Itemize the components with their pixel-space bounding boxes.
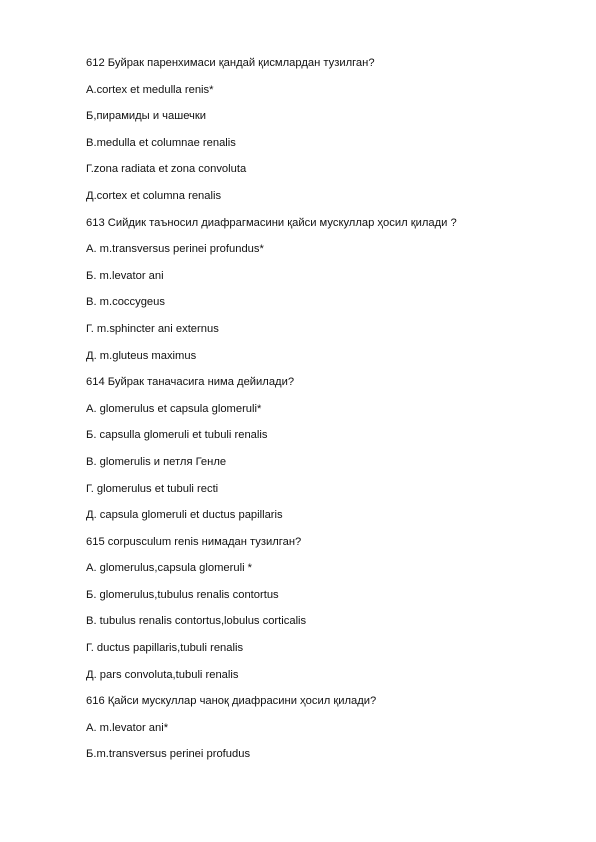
question-614-title: 614 Буйрак таначасига нима дейилади? (86, 376, 295, 389)
answer-option-d: Д. m.gluteus maximus (86, 349, 197, 362)
answer-option-v: В. m.coccygeus (86, 296, 165, 309)
answer-option-g: Г. glomerulus et tubuli recti (86, 482, 219, 495)
answer-option-b: Б,пирамиды и чашечки (86, 110, 207, 123)
answer-option-a: А. m.transversus perinei profundus* (86, 243, 264, 256)
question-616-title: 616 Қайси мускуллар чаноқ диафрасини ҳосил қилади? (86, 695, 377, 708)
answer-option-a: A.cortex et medulla renis* (86, 83, 214, 96)
answer-option-b: Б. m.levator ani (86, 269, 164, 282)
answer-option-d: Д. pars convoluta,tubuli renalis (86, 668, 239, 681)
answer-option-g: Г. ductus papillaris,tubuli renalis (86, 642, 244, 655)
answer-option-a: А. m.levator ani* (86, 721, 169, 734)
answer-option-a: А. glomerulus et capsula glomeruli* (86, 402, 262, 415)
question-612-title: 612 Буйрак паренхимаси қандай қисмлардан тузилган? (86, 57, 375, 69)
answer-option-g: Г.zona radiata et zona convoluta (86, 163, 247, 176)
answer-option-b: Б. glomerulus,tubulus renalis contortus (86, 588, 279, 601)
answer-option-b: Б. capsulla glomeruli et tubuli renalis (86, 429, 268, 442)
answer-option-b: Б.m.transversus perinei profudus (86, 748, 251, 761)
question-list (86, 56, 556, 774)
answer-option-a: А. glomerulus,capsula glomeruli * (86, 562, 253, 575)
answer-option-v: В. tubulus renalis contortus,lobulus corticalis (86, 615, 307, 628)
answer-option-v: В. glomerulis и петля Генле (86, 455, 227, 468)
question-613-title: 613 Сийдик таъносил диафрагмасини қайси мускуллар ҳосил қилади ? (86, 216, 457, 229)
answer-option-g: Г. m.sphincter ani externus (86, 322, 219, 335)
answer-option-d: Д.cortex et columna renalis (86, 189, 222, 202)
question-615-title: 615 corpusculum renis нимадан тузилган? (86, 535, 302, 548)
answer-option-d: Д. capsula glomeruli et ductus papillaris (86, 509, 283, 522)
answer-option-v: В.medulla et columnae renalis (86, 136, 236, 149)
